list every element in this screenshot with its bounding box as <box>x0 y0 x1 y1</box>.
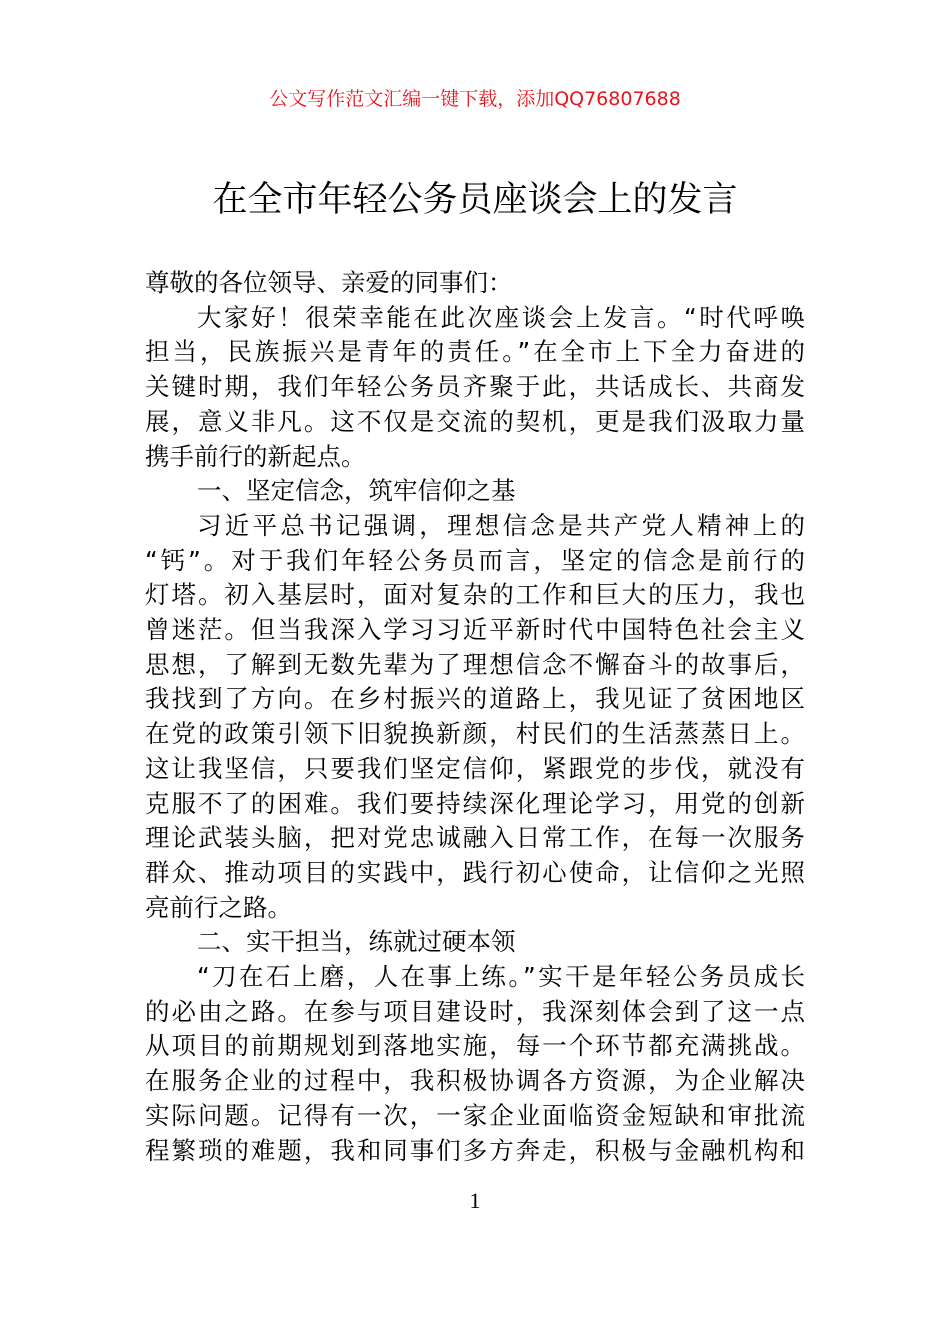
section-heading: 一、坚定信念，筑牢信仰之基 <box>197 476 516 506</box>
paragraph-line: 大家好！很荣幸能在此次座谈会上发言。“时代呼唤 <box>197 302 805 332</box>
paragraph-line: 这让我坚信，只要我们坚定信仰，紧跟党的步伐，就没有 <box>145 753 805 783</box>
paragraph-line: “刀在石上磨，人在事上练。”实干是年轻公务员成长 <box>197 962 805 991</box>
paragraph-line: 展，意义非凡。这不仅是交流的契机，更是我们汲取力量 <box>145 406 805 436</box>
paragraph-line: 程繁琐的难题，我和同事们多方奔走，积极与金融机构和 <box>145 1135 805 1165</box>
paragraph-line: 我找到了方向。在乡村振兴的道路上，我见证了贫困地区 <box>145 684 805 714</box>
paragraph-line: 群众、推动项目的实践中，践行初心使命，让信仰之光照 <box>145 857 805 887</box>
paragraph-line: 曾迷茫。但当我深入学习习近平新时代中国特色社会主义 <box>145 615 805 644</box>
section-heading: 二、实干担当，练就过硬本领 <box>197 927 516 957</box>
watermark-banner: 公文写作范文汇编一键下载，添加QQ76807688 <box>269 88 681 110</box>
paragraph-line: 实际问题。记得有一次，一家企业面临资金短缺和审批流 <box>145 1100 805 1130</box>
paragraph-line: 思想，了解到无数先辈为了理想信念不懈奋斗的故事后， <box>145 649 805 679</box>
paragraph-line: 在党的政策引领下旧貌换新颜，村民们的生活蒸蒸日上。 <box>145 719 805 749</box>
document-title: 在全市年轻公务员座谈会上的发言 <box>212 180 738 220</box>
paragraph-line: 亮前行之路。 <box>145 892 292 922</box>
paragraph-line: 担当，民族振兴是青年的责任。”在全市上下全力奋进的 <box>145 337 805 367</box>
paragraph-line: 从项目的前期规划到落地实施，每一个环节都充满挑战。 <box>145 1031 805 1061</box>
paragraph-line: 灯塔。初入基层时，面对复杂的工作和巨大的压力，我也 <box>145 580 805 610</box>
paragraph-line: 的必由之路。在参与项目建设时，我深刻体会到了这一点 <box>145 996 805 1026</box>
salutation: 尊敬的各位领导、亲爱的同事们： <box>145 268 513 297</box>
paragraph-line: 关键时期，我们年轻公务员齐聚于此，共话成长、共商发 <box>145 372 805 402</box>
paragraph-line: “钙”。对于我们年轻公务员而言，坚定的信念是前行的 <box>145 545 805 575</box>
paragraph-line: 理论武装头脑，把对党忠诚融入日常工作，在每一次服务 <box>145 823 805 853</box>
paragraph-line: 克服不了的困难。我们要持续深化理论学习，用党的创新 <box>145 788 805 818</box>
paragraph-line: 在服务企业的过程中，我积极协调各方资源，为企业解决 <box>145 1066 805 1096</box>
page-number: 1 <box>469 1188 481 1213</box>
paragraph-line: 习近平总书记强调，理想信念是共产党人精神上的 <box>197 510 805 540</box>
paragraph-line: 携手前行的新起点。 <box>145 441 366 471</box>
